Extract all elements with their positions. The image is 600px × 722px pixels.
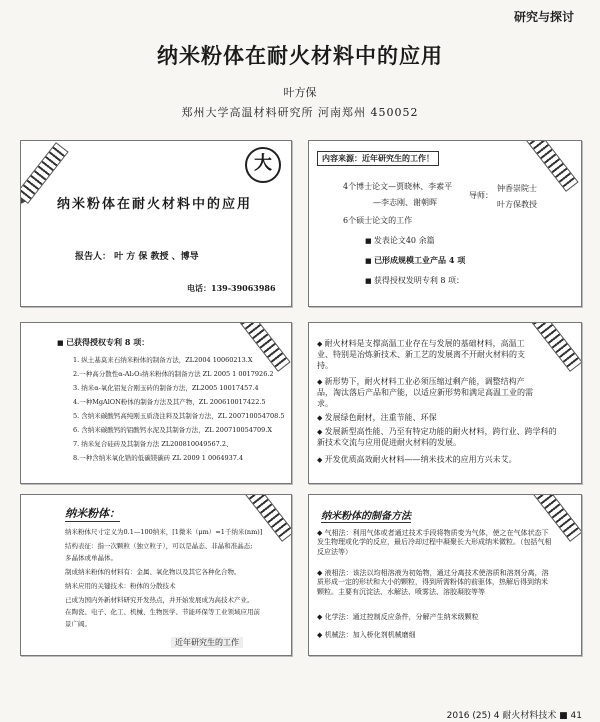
slide-6-bullet: ◆ 化学法：通过控制反应条件，分解产生纳米级颗粒 [317, 613, 553, 622]
slide-5-title: 纳米粉体： [65, 507, 120, 520]
page-footer: 2016 (25) 4 耐火材料技术 ■ 41 [446, 711, 582, 721]
slide-6-methods [308, 494, 582, 656]
slide-2-bullet: ■ 发表论文40 余篇 [365, 235, 435, 246]
author: 叶方保 [283, 86, 317, 99]
slide-4-bullet: ◆ 发展绿色耐材，注重节能、环保 [317, 413, 557, 424]
pencil-icon [529, 322, 582, 372]
slide-2-sources [308, 140, 582, 307]
slide-2-advisor-line1: 钟香崇院士 [497, 184, 537, 193]
slide-4-bullet: ◆ 新形势下，耐火材料工业必须压缩过剩产能，调整结构产品，淘汰落后产品和产能，以适应新形势和满足高温工业的需求。 [317, 377, 537, 409]
patent-item: 5. 含纳米碳酸钙高纯刚玉质浇注料及其制备方法，ZL 200710054708.5 [73, 412, 285, 420]
slide-4-bullet: ◆ 发展新型高性能、乃至有特定功能的耐火材料，跨行业、跨学科的新技术交流与应用促进耐火材料的发展。 [317, 427, 557, 449]
slide-2-masters: 6个硕士论文的工作 [343, 216, 413, 225]
pencil-icon [237, 322, 290, 372]
slide-5-line: 多晶体或单晶体。 [65, 554, 117, 562]
slide-4-background [308, 322, 582, 484]
column-tag: 研究与探讨 [513, 10, 574, 24]
slide-6-bullet: ◆ 液相法：该法以均相溶液为初始物，通过分离技术使溶质和溶剂分离，溶质形成一定的形状和大小的颗粒，得到所需粉体的前驱体，热解后得到纳米颗粒。主要有沉淀法、水解法、喷雾法、溶胶凝胶等等 [317, 569, 553, 597]
slide-3-header: ■ 已获得授权专利 8 项： [57, 337, 149, 348]
patent-item: 8.一种含纳米氧化锆的低碳镁碳砖 ZL 2009 1 0064937.4 [73, 454, 244, 462]
slide-2-bullet: ■ 已形成规模工业产品 4 项 [365, 255, 465, 266]
slide-2-bullet: ■ 获得授权发明专利 8 项： [365, 275, 464, 286]
slide-1-phone: 电话：139-39063986 [187, 283, 276, 293]
slide-6-bullet: ◆ 机械法：加入桥化剂机械磨细 [317, 631, 553, 640]
slide-2-advisor-label: 导师： [469, 191, 493, 200]
patent-item: 2.一种高分散性α-Al₂O₃纳米粉体的制备方法 ZL 2005 1 0017926.2 [73, 370, 274, 378]
patent-item: 3. 纳米α-氧化铝复合刚玉砖的制备方法，ZL2005 10017457.4 [73, 384, 259, 392]
slide-6-title: 纳米粉体的制备方法 [321, 507, 411, 523]
logo-emblem: 大 [245, 147, 281, 183]
slide-5-line: 结构表征：指一次颗粒（独立粒子），可以是晶态、非晶和准晶态; [65, 542, 253, 550]
slide-3-patents [20, 322, 292, 484]
slide-1-reporter: 报告人： 叶 方 保 教授 、博导 [75, 252, 199, 262]
slide-4-bullet: ◆ 开发优质高效耐火材料——纳米技术的应用方兴未艾。 [317, 455, 567, 466]
slide-5-line: 已成为国内外新材料研究开发热点，并开始发展成为高技术产业。 [65, 596, 254, 604]
article-title: 纳米粉体在耐火材料中的应用 [157, 44, 443, 68]
slide-5-line: 在陶瓷、电子、化工、机械、生物医学、节能环保等工业领域应用前 [65, 608, 260, 616]
patent-item: 1. 纵土基莫来石纳米粉体的制备方法，ZL2004 10060213.X [73, 356, 253, 364]
patent-item: 4.一种MgAlON粉体的制备方法及其产物，ZL 200610017422.5 [73, 398, 266, 406]
slide-2-header: 内容来源：近年研究生的工作！ [317, 151, 439, 166]
slide-1-heading: 纳米粉体在耐火材料中的应用 [57, 197, 253, 212]
slide-5-nanopowder [20, 494, 292, 656]
slide-2-advisor-line2: 叶方保教授 [497, 200, 537, 209]
slide-2-phd-line1: 4个博士论文—贾晓林、李素平 [343, 182, 453, 191]
slide-5-line: 纳米粉体尺寸定义为0.1—100纳米，[1微米（μm）=1千纳米(nm)] [65, 528, 263, 536]
affiliation: 郑州大学高温材料研究所 河南郑州 450052 [181, 106, 419, 119]
slide-2-phd-line2: —李志刚、谢朝晖 [373, 198, 437, 207]
slide-6-bullet: ◆ 气相法：利用气体或者通过技术手段将物质变为气体，使之在气体状态下发生物理或化学的反应，最后冷却过程中凝聚长大形成纳米微粒。（包括气相反应法等） [317, 529, 553, 557]
slide-5-footer: 近年研究生的工作 [171, 637, 243, 648]
patent-item: 7. 纳米复合硅砖及其制备方法 ZL200810049567.2、 [73, 440, 233, 448]
slide-1-title [20, 140, 292, 307]
slide-5-line: 制成纳米粉体的材料有：金属、氧化物以及其它各种化合物。 [65, 568, 241, 576]
patent-item: 6. 含纳米碳酸钙的铝酸钙水泥及其制备方法，ZL 200710054709.X [73, 426, 272, 434]
slide-5-line: 景广阔。 [65, 620, 91, 628]
slide-5-line: 纳米应用的关键技术：粉体的分散技术 [65, 582, 176, 590]
slide-4-bullet: ◆ 耐火材料是支撑高温工业存在与发展的基础材料，高温工业、特别是冶炼新技术、新工艺的发展离不开耐火材料的支持。 [317, 339, 537, 371]
